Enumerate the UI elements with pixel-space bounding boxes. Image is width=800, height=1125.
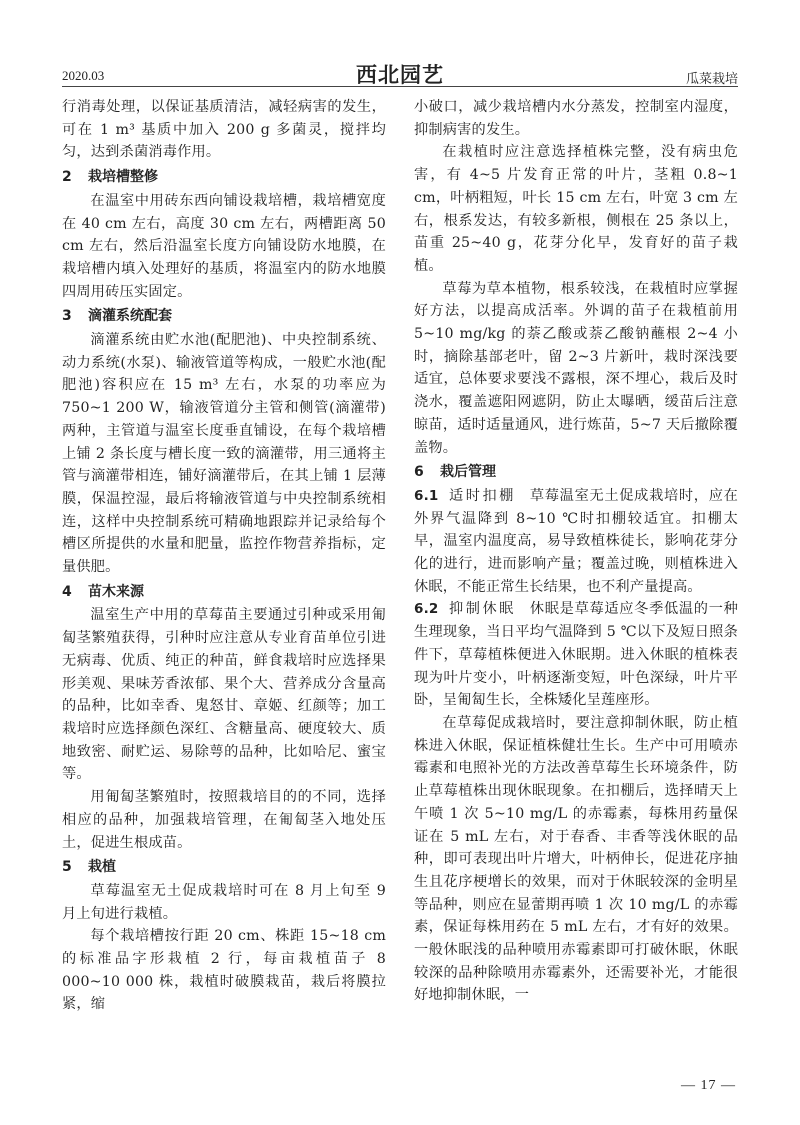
subsection-paragraph	[414, 598, 738, 712]
subsection-title: 适时扣棚	[448, 487, 516, 504]
paragraph: 行消毒处理，以保证基质清洁，减轻病害的发生，可在 1 m³ 基质中加入 200 g 多菌灵，搅拌均匀，达到杀菌消毒作用。	[62, 99, 386, 161]
section-number: 6	[414, 464, 424, 481]
page-number: — 17 —	[681, 1078, 736, 1093]
paragraph: 草莓为草本植物，根系较浅，在栽植时应掌握好方法，以提高成活率。外调的苗子在栽植前用 5~10 mg/kg 的萘乙酸或萘乙酸钠蘸根 2~4 小时，摘除基部老叶，留 2~3 片新叶，栽时深浅要适宜，总体要求要浅不露根，深不埋心，栽后及时浇水，覆盖遮阳网遮阴，防止太曝晒，缓苗后注意晾苗，适时适量通风，进行炼苗，5~7 天后撤除覆盖物。	[414, 280, 738, 456]
subsection-number: 6.1	[414, 487, 439, 504]
paragraph: 用匍匐茎繁殖时，按照栽培目的的不同，选择相应的品种，加强栽培管理，在匍匐茎入地处压土，促进生根成苗。	[62, 789, 386, 851]
paragraph: 滴灌系统由贮水池(配肥池)、中央控制系统、动力系统(水泵)、输液管道等构成，一般贮水池(配肥池)容积应在 15 m³ 左右，水泵的功率应为 750~1 200 W，输液管道分主管和侧管(滴灌带)两种，主管道与温室长度垂直铺设，在每个栽培槽上铺 2 条长度与槽长度一致的滴灌带，用三通将主管与滴灌带相连，铺好滴灌带后，在其上铺 1 层薄膜，保温控湿，最后将输液管道与中央控制系统相连，这样中央控制系统可精确地跟踪并记录给每个槽区所提供的水量和肥量，监控作物营养指标，定量供肥。	[62, 332, 386, 576]
section-heading	[62, 166, 386, 189]
paragraph: 在温室中用砖东西向铺设栽培槽，栽培槽宽度在 40 cm 左右，高度 30 cm 左右，两槽距离 50 cm 左右，然后沿温室长度方向铺设防水地膜，在栽培槽内填入处理好的基质，将温室内的防水地膜四周用砖压实固定。	[62, 192, 386, 300]
section-title: 苗木来源	[88, 583, 144, 600]
paragraph: 在草莓促成栽培时，要注意抑制休眠，防止植株进入休眠，保证植株健壮生长。生产中可用喷赤霉素和电照补光的方法改善草莓生长环境条件，防止草莓植株出现休眠现象。在扣棚后，选择晴天上午喷 1 次 5~10 mg/L 的赤霉素，每株用药量保证在 5 mL 左右，对于春香、丰香等浅休眠的品种，即可表现出叶片增大，叶柄伸长，促进花序抽生且花序梗增长的效果，而对于休眠较深的金明星等品种，则应在显蕾期再喷 1 次 10 mg/L 的赤霉素，保证每株用药在 5 mL 左右，才有好的效果。一般休眠浅的品种喷用赤霉素即可打破休眠，休眠较深的品种除喷用赤霉素外，还需要补光，才能很好地抑制休眠，一	[414, 714, 738, 1004]
section-title: 滴灌系统配套	[88, 308, 172, 325]
page-header	[62, 58, 738, 87]
subsection-text: 草莓温室无土促成栽培时，应在外界气温降到 8~10 ℃时扣棚较适宜。扣棚太早，温室内温度高，易导致植株徒长，影响花芽分化的进行，进而影响产量；覆盖过晚，则植株进入休眠，不能正常生长结果，也不利产量提高。	[414, 487, 738, 595]
section-heading	[414, 461, 738, 484]
issue-date: 2020.03	[62, 68, 105, 83]
section-number: 3	[62, 308, 72, 325]
paragraph: 在栽植时应注意选择植株完整，没有病虫危害，有 4~5 片发育正常的叶片，茎粗 0.8~1 cm，叶柄粗短，叶长 15 cm 左右，叶宽 3 cm 左右，根系发达，有较多新根，侧根在 25 条以上，苗重 25~40 g，花芽分化早，发育好的苗子栽植。	[414, 144, 738, 274]
section-name: 瓜菜栽培	[685, 71, 738, 86]
subsection-paragraph	[414, 485, 738, 599]
section-title: 栽植	[88, 859, 116, 876]
section-number: 5	[62, 859, 72, 876]
subsection-text: 休眠是草莓适应冬季低温的一种生理现象，当日平均气温降到 5 ℃以下及短日照条件下，草莓植株便进入休眠期。进入休眠的植株表现为叶片变小，叶柄逐渐变短，叶色深绿，叶片平卧，呈匍匐生长，全株矮化呈莲座形。	[414, 601, 738, 709]
left-column	[62, 96, 386, 1016]
paragraph: 小破口，减少栽培槽内水分蒸发，控制室内湿度，抑制病害的发生。	[414, 99, 738, 138]
section-number: 4	[62, 583, 72, 600]
journal-title: 西北园艺	[356, 63, 444, 87]
right-column	[414, 96, 738, 1007]
section-title: 栽后管理	[440, 464, 496, 481]
subsection-title: 抑制休眠	[448, 601, 516, 618]
paragraph: 每个栽培槽按行距 20 cm、株距 15~18 cm 的标准品字形栽植 2 行，每亩栽植苗子 8 000~10 000 株，栽植时破膜栽苗，栽后将膜拉紧，缩	[62, 928, 386, 1013]
section-heading	[62, 305, 386, 328]
paragraph: 温室生产中用的草莓苗主要通过引种或采用匍匐茎繁殖获得，引种时应注意从专业育苗单位引进无病毒、优质、纯正的种苗，鲜食栽培时应选择果形美观、果味芳香浓郁、果个大、营养成分含量高的品种，比如幸香、鬼怒甘、章姬、红颜等；加工栽培时应选择颜色深红、含糖量高、硬度较大、质地致密、耐贮运、易除萼的品种，比如哈尼、蜜宝等。	[62, 607, 386, 783]
section-title: 栽培槽整修	[88, 169, 158, 186]
section-number: 2	[62, 169, 72, 186]
section-heading	[62, 581, 386, 604]
paragraph: 草莓温室无土促成栽培时可在 8 月上旬至 9 月上旬进行栽植。	[62, 882, 386, 922]
section-heading	[62, 856, 386, 879]
subsection-number: 6.2	[414, 601, 439, 618]
